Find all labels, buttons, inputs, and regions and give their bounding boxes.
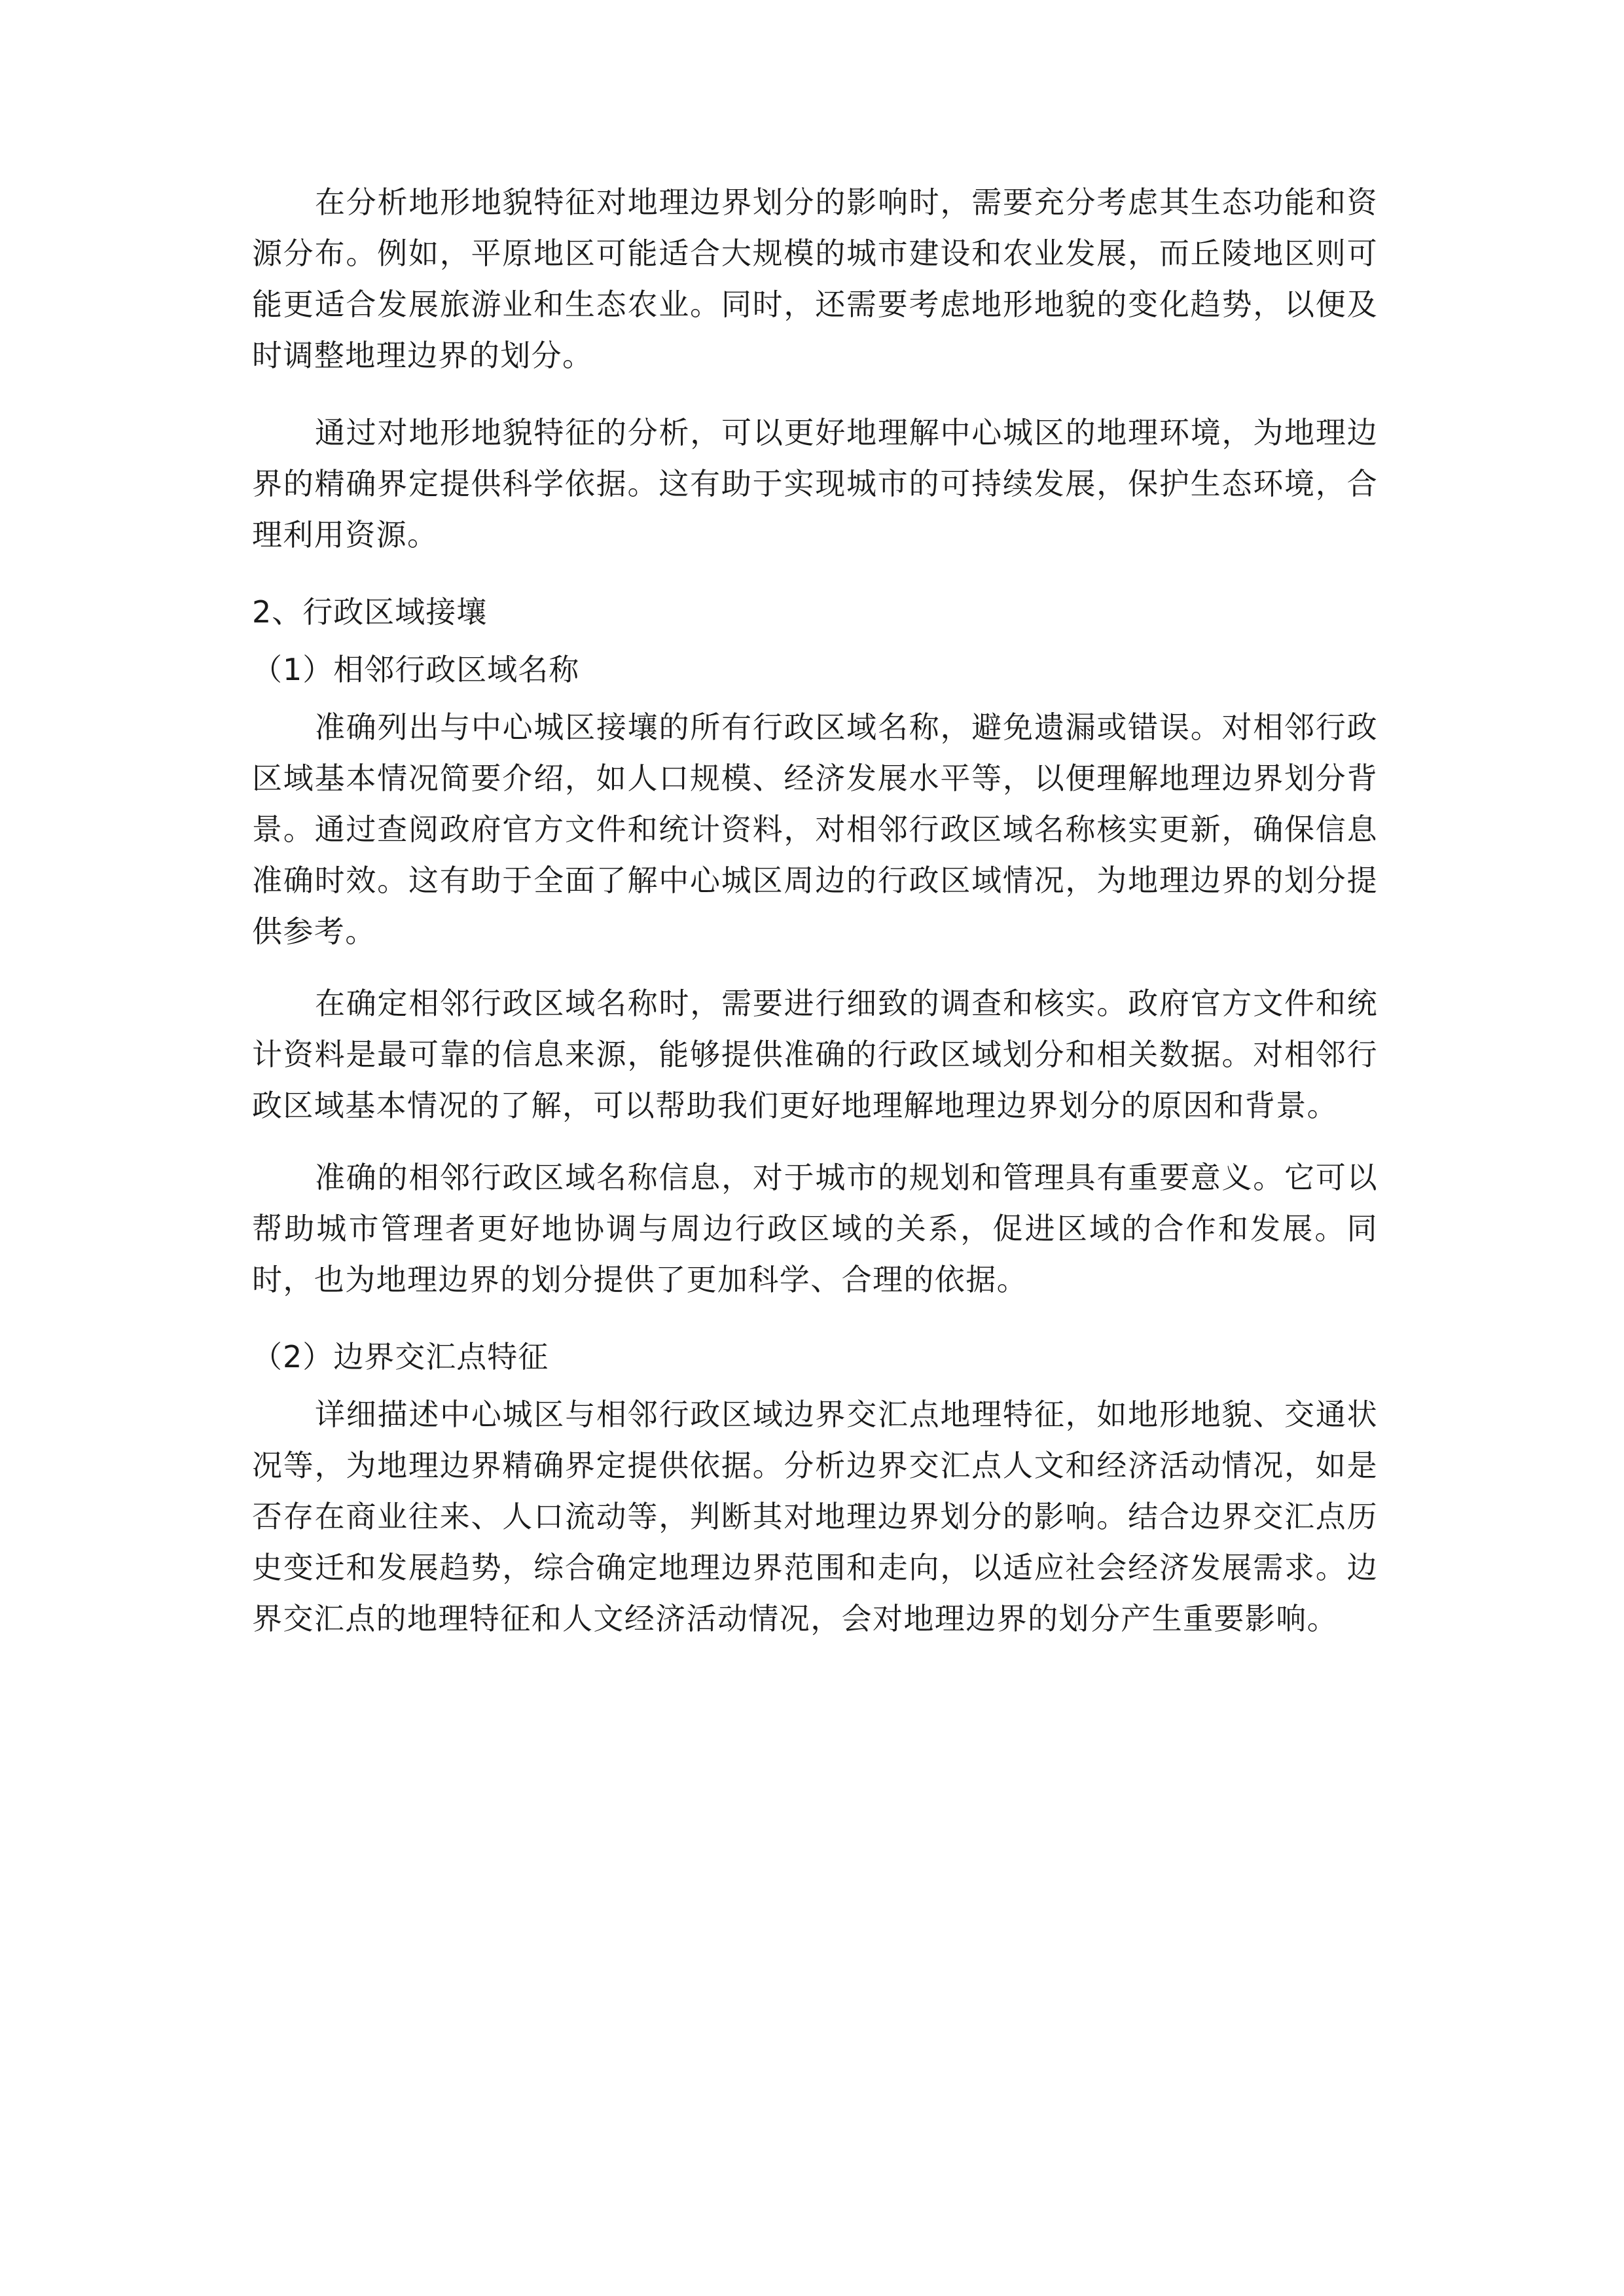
paragraph: 在确定相邻行政区域名称时，需要进行细致的调查和核实。政府官方文件和统计资料是最可靠的信息来源，能够提供准确的行政区域划分和相关数据。对相邻行政区域基本情况的了解，可以帮助我们更好地理解地理边界划分的原因和背景。	[252, 986, 1378, 1123]
paragraph: 在分析地形地貌特征对地理边界划分的影响时，需要充分考虑其生态功能和资源分布。例如，平原地区可能适合大规模的城市建设和农业发展，而丘陵地区则可能更适合发展旅游业和生态农业。同时，还需要考虑地形地貌的变化趋势，以便及时调整地理边界的划分。	[252, 185, 1378, 373]
paragraph: 准确的相邻行政区域名称信息，对于城市的规划和管理具有重要意义。它可以帮助城市管理者更好地协调与周边行政区域的关系，促进区域的合作和发展。同时，也为地理边界的划分提供了更加科学、合理的依据。	[252, 1160, 1378, 1297]
paragraph: 详细描述中心城区与相邻行政区域边界交汇点地理特征，如地形地貌、交通状况等，为地理边界精确界定提供依据。分析边界交汇点人文和经济活动情况，如是否存在商业往来、人口流动等，判断其对地理边界划分的影响。结合边界交汇点历史变迁和发展趋势，综合确定地理边界范围和走向，以适应社会经济发展需求。边界交汇点的地理特征和人文经济活动情况，会对地理边界的划分产生重要影响。	[252, 1397, 1378, 1636]
document-page	[252, 177, 1378, 1644]
paragraph: 准确列出与中心城区接壤的所有行政区域名称，避免遗漏或错误。对相邻行政区域基本情况简要介绍，如人口规模、经济发展水平等，以便理解地理边界划分背景。通过查阅政府官方文件和统计资料，对相邻行政区域名称核实更新，确保信息准确时效。这有助于全面了解中心城区周边的行政区域情况，为地理边界的划分提供参考。	[252, 709, 1378, 949]
subsection-heading: （1）相邻行政区域名称	[252, 652, 580, 687]
subsection-heading: （2）边界交汇点特征	[252, 1339, 549, 1374]
paragraph: 通过对地形地貌特征的分析，可以更好地理解中心城区的地理环境，为地理边界的精确界定提供科学依据。这有助于实现城市的可持续发展，保护生态环境，合理利用资源。	[252, 415, 1378, 552]
section-heading: 2、行政区域接壤	[252, 594, 488, 630]
